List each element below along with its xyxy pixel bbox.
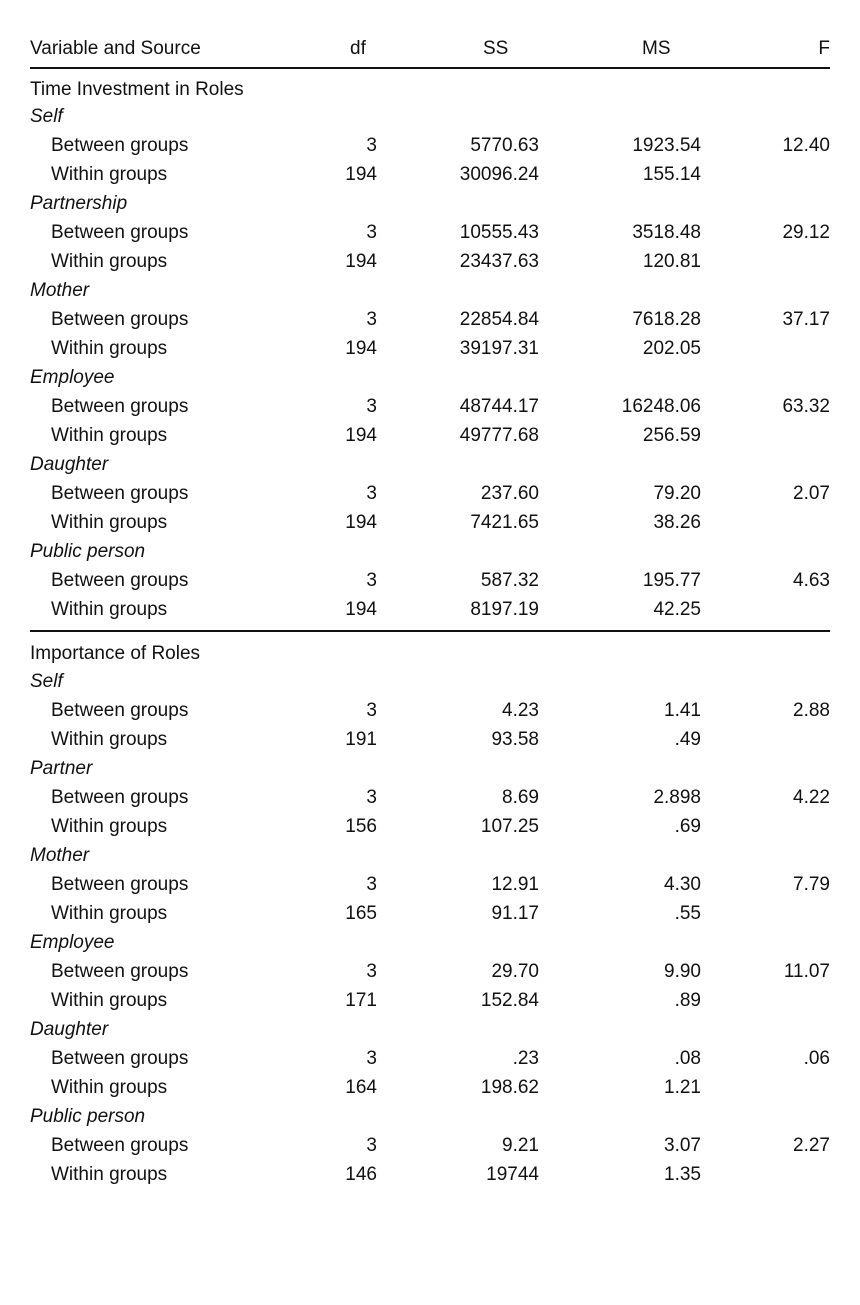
source-label: Between groups bbox=[51, 787, 189, 808]
table-row bbox=[30, 899, 830, 928]
group-title: Self bbox=[30, 671, 63, 692]
group-title: Partner bbox=[30, 758, 93, 779]
f-value: 37.17 bbox=[782, 309, 830, 330]
source-label: Within groups bbox=[51, 990, 168, 1011]
table-row bbox=[30, 725, 830, 754]
section-title: Time Investment in Roles bbox=[30, 79, 244, 100]
ss-value: 22854.84 bbox=[459, 309, 539, 330]
ss-value: 91.17 bbox=[491, 903, 539, 924]
section-title: Importance of Roles bbox=[30, 643, 201, 664]
table-row bbox=[30, 131, 830, 160]
ms-value: 256.59 bbox=[642, 425, 701, 446]
ss-value: 107.25 bbox=[480, 816, 539, 837]
table-row bbox=[30, 812, 830, 841]
ss-value: 587.32 bbox=[480, 570, 539, 591]
ss-value: 8197.19 bbox=[470, 599, 539, 620]
f-value: 2.07 bbox=[793, 483, 830, 504]
header-ms: MS bbox=[642, 38, 671, 59]
group-title-row bbox=[30, 102, 830, 131]
group-title: Daughter bbox=[30, 1019, 109, 1040]
ss-value: 10555.43 bbox=[459, 222, 539, 243]
ss-value: 23437.63 bbox=[459, 251, 539, 272]
table-row bbox=[30, 783, 830, 812]
df-value: 194 bbox=[345, 164, 377, 185]
table-row bbox=[30, 1073, 830, 1102]
source-label: Between groups bbox=[51, 961, 189, 982]
ss-value: 30096.24 bbox=[459, 164, 539, 185]
ss-value: 8.69 bbox=[502, 787, 539, 808]
ms-value: .08 bbox=[674, 1048, 701, 1069]
group-title: Mother bbox=[30, 280, 90, 301]
ms-value: 1.35 bbox=[664, 1164, 701, 1185]
ss-value: 7421.65 bbox=[470, 512, 539, 533]
ms-value: 3518.48 bbox=[632, 222, 701, 243]
group-title: Self bbox=[30, 106, 63, 127]
ss-value: 12.91 bbox=[491, 874, 539, 895]
section-title-row bbox=[30, 632, 830, 667]
ss-value: 49777.68 bbox=[459, 425, 539, 446]
group-title-row bbox=[30, 1015, 830, 1044]
df-value: 156 bbox=[345, 816, 377, 837]
df-value: 3 bbox=[366, 222, 377, 243]
group-title-row bbox=[30, 189, 830, 218]
table-row bbox=[30, 421, 830, 450]
source-label: Between groups bbox=[51, 483, 189, 504]
group-title-row bbox=[30, 667, 830, 696]
ms-value: 1923.54 bbox=[632, 135, 701, 156]
ss-value: 4.23 bbox=[502, 700, 539, 721]
df-value: 3 bbox=[366, 700, 377, 721]
source-label: Between groups bbox=[51, 700, 189, 721]
ms-value: 120.81 bbox=[642, 251, 701, 272]
source-label: Between groups bbox=[51, 135, 189, 156]
df-value: 3 bbox=[366, 961, 377, 982]
header-variable-and-source: Variable and Source bbox=[30, 38, 201, 59]
ms-value: 4.30 bbox=[664, 874, 701, 895]
table-row bbox=[30, 334, 830, 363]
table-row bbox=[30, 986, 830, 1015]
df-value: 3 bbox=[366, 1048, 377, 1069]
table-body bbox=[30, 69, 830, 1189]
group-title-row bbox=[30, 537, 830, 566]
ss-value: 5770.63 bbox=[470, 135, 539, 156]
f-value: 2.88 bbox=[793, 700, 830, 721]
header-df: df bbox=[350, 38, 366, 59]
ms-value: 79.20 bbox=[653, 483, 701, 504]
source-label: Between groups bbox=[51, 1135, 189, 1156]
ss-value: 93.58 bbox=[491, 729, 539, 750]
f-value: 7.79 bbox=[793, 874, 830, 895]
ms-value: .69 bbox=[674, 816, 701, 837]
df-value: 165 bbox=[345, 903, 377, 924]
df-value: 3 bbox=[366, 135, 377, 156]
ss-value: .23 bbox=[512, 1048, 539, 1069]
group-title: Employee bbox=[30, 932, 115, 953]
group-title: Daughter bbox=[30, 454, 109, 475]
ms-value: 155.14 bbox=[642, 164, 701, 185]
ss-value: 198.62 bbox=[480, 1077, 539, 1098]
source-label: Between groups bbox=[51, 309, 189, 330]
ss-value: 48744.17 bbox=[459, 396, 539, 417]
source-label: Within groups bbox=[51, 251, 168, 272]
df-value: 146 bbox=[345, 1164, 377, 1185]
ss-value: 39197.31 bbox=[459, 338, 539, 359]
anova-table bbox=[30, 32, 830, 1189]
df-value: 194 bbox=[345, 512, 377, 533]
ms-value: 1.41 bbox=[664, 700, 701, 721]
table-row bbox=[30, 1131, 830, 1160]
f-value: 12.40 bbox=[782, 135, 830, 156]
source-label: Within groups bbox=[51, 512, 168, 533]
f-value: 63.32 bbox=[782, 396, 830, 417]
group-title-row bbox=[30, 928, 830, 957]
table-row bbox=[30, 218, 830, 247]
group-title-row bbox=[30, 450, 830, 479]
df-value: 3 bbox=[366, 396, 377, 417]
f-value: 29.12 bbox=[782, 222, 830, 243]
ms-value: 38.26 bbox=[653, 512, 701, 533]
section-title-row bbox=[30, 69, 830, 102]
df-value: 164 bbox=[345, 1077, 377, 1098]
df-value: 3 bbox=[366, 483, 377, 504]
source-label: Within groups bbox=[51, 599, 168, 620]
table-row bbox=[30, 1044, 830, 1073]
table-header-row bbox=[30, 32, 830, 69]
ss-value: 29.70 bbox=[491, 961, 539, 982]
table-row bbox=[30, 160, 830, 189]
df-value: 171 bbox=[345, 990, 377, 1011]
source-label: Between groups bbox=[51, 874, 189, 895]
table-row bbox=[30, 1160, 830, 1189]
ms-value: 42.25 bbox=[653, 599, 701, 620]
f-value: 4.22 bbox=[793, 787, 830, 808]
group-title: Public person bbox=[30, 541, 146, 562]
ss-value: 237.60 bbox=[480, 483, 539, 504]
source-label: Within groups bbox=[51, 903, 168, 924]
ms-value: 9.90 bbox=[664, 961, 701, 982]
table-row bbox=[30, 566, 830, 595]
header-ss: SS bbox=[483, 38, 509, 59]
table-row bbox=[30, 696, 830, 725]
f-value: .06 bbox=[803, 1048, 830, 1069]
table-row bbox=[30, 595, 830, 624]
f-value: 11.07 bbox=[783, 961, 830, 982]
f-value: 2.27 bbox=[793, 1135, 830, 1156]
df-value: 3 bbox=[366, 874, 377, 895]
df-value: 191 bbox=[345, 729, 377, 750]
ms-value: 202.05 bbox=[642, 338, 701, 359]
df-value: 194 bbox=[345, 425, 377, 446]
df-value: 3 bbox=[366, 309, 377, 330]
table-row bbox=[30, 305, 830, 334]
ms-value: .89 bbox=[674, 990, 701, 1011]
source-label: Between groups bbox=[51, 222, 189, 243]
source-label: Between groups bbox=[51, 570, 189, 591]
source-label: Within groups bbox=[51, 1164, 168, 1185]
ms-value: .49 bbox=[674, 729, 701, 750]
source-label: Within groups bbox=[51, 1077, 168, 1098]
source-label: Within groups bbox=[51, 729, 168, 750]
source-label: Within groups bbox=[51, 425, 168, 446]
group-title-row bbox=[30, 363, 830, 392]
group-title-row bbox=[30, 841, 830, 870]
df-value: 3 bbox=[366, 1135, 377, 1156]
table-row bbox=[30, 508, 830, 537]
f-value: 4.63 bbox=[793, 570, 830, 591]
source-label: Within groups bbox=[51, 816, 168, 837]
source-label: Within groups bbox=[51, 164, 168, 185]
group-title: Mother bbox=[30, 845, 90, 866]
ms-value: 2.898 bbox=[653, 787, 701, 808]
df-value: 3 bbox=[366, 570, 377, 591]
ms-value: 7618.28 bbox=[632, 309, 701, 330]
ms-value: 195.77 bbox=[642, 570, 701, 591]
table-row bbox=[30, 479, 830, 508]
source-label: Within groups bbox=[51, 338, 168, 359]
group-title-row bbox=[30, 1102, 830, 1131]
source-label: Between groups bbox=[51, 1048, 189, 1069]
df-value: 194 bbox=[345, 338, 377, 359]
ss-value: 9.21 bbox=[502, 1135, 539, 1156]
group-title: Partnership bbox=[30, 193, 128, 214]
ms-value: 3.07 bbox=[664, 1135, 701, 1156]
group-title-row bbox=[30, 754, 830, 783]
ms-value: .55 bbox=[674, 903, 701, 924]
df-value: 3 bbox=[366, 787, 377, 808]
group-title: Employee bbox=[30, 367, 115, 388]
ss-value: 19744 bbox=[486, 1164, 539, 1185]
df-value: 194 bbox=[345, 251, 377, 272]
df-value: 194 bbox=[345, 599, 377, 620]
group-title-row bbox=[30, 276, 830, 305]
ss-value: 152.84 bbox=[480, 990, 539, 1011]
table-row bbox=[30, 247, 830, 276]
table-row bbox=[30, 392, 830, 421]
source-label: Between groups bbox=[51, 396, 189, 417]
ms-value: 16248.06 bbox=[621, 396, 701, 417]
table-row bbox=[30, 870, 830, 899]
header-f: F bbox=[818, 38, 830, 59]
table-row bbox=[30, 957, 830, 986]
group-title: Public person bbox=[30, 1106, 146, 1127]
ms-value: 1.21 bbox=[664, 1077, 701, 1098]
